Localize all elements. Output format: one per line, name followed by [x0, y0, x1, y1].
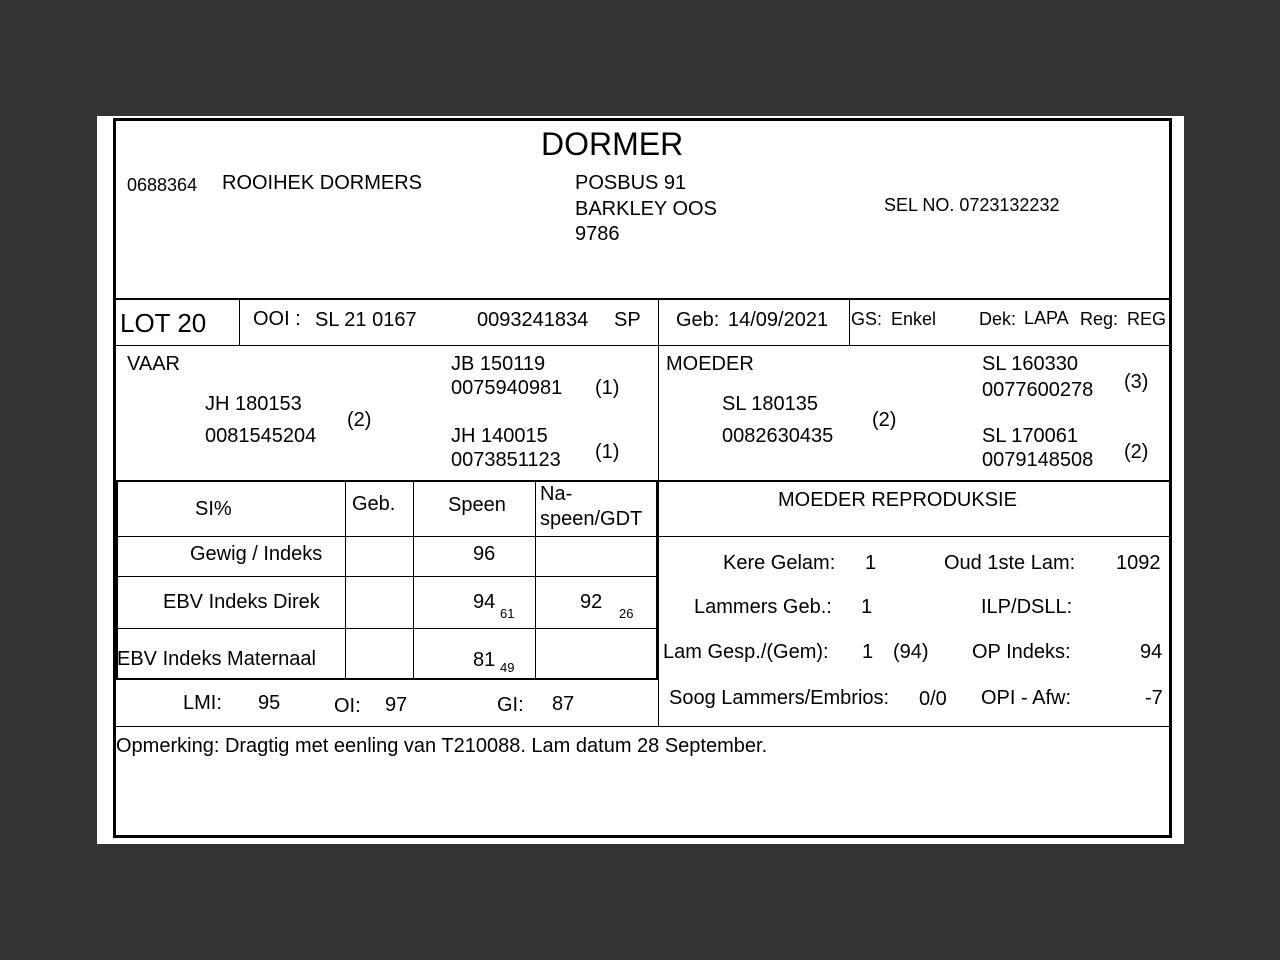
vdiv-speen	[413, 482, 414, 678]
vaar-count: (2)	[347, 409, 372, 431]
moeder-count: (2)	[872, 409, 897, 431]
moeder-sire-count: (3)	[1124, 371, 1149, 393]
vaar-sire-reg: 0075940981	[451, 377, 563, 399]
vaar-sire-count: (1)	[595, 377, 620, 399]
oud-value: 1092	[1116, 552, 1161, 574]
reg-label: Reg:	[1080, 309, 1119, 329]
divider-header	[116, 298, 1172, 300]
ilp-label: ILP/DSLL:	[981, 596, 1073, 618]
moeder-id: SL 180135	[722, 393, 819, 415]
geb-label: Geb:	[676, 309, 720, 331]
gi-value: 87	[552, 693, 575, 715]
breed-title: DORMER	[541, 126, 684, 162]
lot-number: LOT 20	[120, 308, 207, 338]
direk-naspeen-value: 92	[580, 591, 603, 613]
seller-name: ROOIHEK DORMERS	[222, 172, 423, 194]
kere-gelam-value: 1	[865, 552, 877, 574]
vaar-dam-id: JH 140015	[451, 425, 548, 447]
vdiv-naspeen	[535, 482, 536, 678]
reproduction-title: MOEDER REPRODUKSIE	[778, 489, 1017, 511]
moeder-label: MOEDER	[666, 353, 754, 375]
vaar-label: VAAR	[127, 353, 180, 375]
vaar-dam-reg: 0073851123	[451, 449, 561, 471]
soog-label: Soog Lammers/Embrios:	[669, 687, 890, 709]
cell-number: SEL NO. 0723132232	[884, 195, 1060, 215]
geb-header: Geb.	[352, 493, 396, 515]
vdiv-center	[658, 299, 659, 727]
moeder-sire-reg: 0077600278	[982, 379, 1094, 401]
gs-value: Enkel	[891, 309, 937, 329]
moeder-dam-count: (2)	[1124, 441, 1149, 463]
opi-value: -7	[1145, 687, 1163, 709]
maternaal-speen-value: 81	[473, 649, 496, 671]
row-label-gewig: Gewig / Indeks	[190, 543, 323, 565]
ooi-label: OOI :	[253, 308, 301, 330]
ooi-grade: SP	[614, 309, 641, 331]
maternaal-speen-accuracy: 49	[500, 660, 515, 675]
seller-code: 0688364	[127, 175, 198, 195]
divider-lot-row	[116, 345, 1172, 346]
address-line-2: BARKLEY OOS	[575, 198, 717, 220]
vaar-id: JH 180153	[205, 393, 302, 415]
divider-row3	[116, 678, 658, 680]
moeder-sire-id: SL 160330	[982, 353, 1079, 375]
vdiv-perf-right	[656, 482, 658, 680]
ooi-reg-number: 0093241834	[477, 309, 589, 331]
vaar-sire-id: JB 150119	[451, 353, 546, 375]
op-indeks-label: OP Indeks:	[972, 641, 1071, 663]
address-line-1: POSBUS 91	[575, 172, 687, 194]
naspeen-header-line1: Na-	[540, 483, 573, 505]
reg-value: REG	[1127, 309, 1167, 329]
lammers-geb-value: 1	[861, 596, 873, 618]
kere-gelam-label: Kere Gelam:	[723, 552, 836, 574]
direk-naspeen-accuracy: 26	[619, 606, 634, 621]
row-label-ebv-maternaal: EBV Indeks Maternaal	[117, 648, 316, 670]
divider-perf-header	[116, 536, 1172, 537]
gi-label: GI:	[497, 694, 524, 716]
gs-label: GS:	[851, 309, 883, 329]
soog-value: 0/0	[919, 688, 947, 710]
naspeen-header-line2: speen/GDT	[540, 508, 643, 530]
lmi-label: LMI:	[183, 692, 222, 714]
vdiv-lot	[239, 299, 240, 345]
dek-value: LAPA	[1024, 308, 1069, 328]
footer-clipped-red-text	[168, 839, 1128, 844]
opi-label: OPI - Afw:	[981, 687, 1072, 709]
divider-pedigree	[116, 480, 1172, 482]
lam-gesp-label: Lam Gesp./(Gem):	[663, 641, 829, 663]
row-label-ebv-direk: EBV Indeks Direk	[163, 591, 320, 613]
moeder-dam-reg: 0079148508	[982, 449, 1094, 471]
oud-label: Oud 1ste Lam:	[944, 552, 1076, 574]
direk-speen-value: 94	[473, 591, 496, 613]
lam-gem-value: (94)	[893, 641, 929, 663]
address-line-3: 9786	[575, 223, 620, 245]
divider-row2	[116, 628, 658, 629]
lot-card	[113, 118, 1172, 838]
lam-gesp-value: 1	[862, 641, 874, 663]
divider-row1	[116, 576, 658, 577]
moeder-reg: 0082630435	[722, 425, 834, 447]
direk-speen-accuracy: 61	[500, 606, 515, 621]
divider-indexes	[116, 726, 1172, 727]
speen-header: Speen	[448, 494, 506, 516]
remark	[116, 736, 767, 756]
ooi-id: SL 21 0167	[315, 309, 417, 331]
vdiv-geb	[345, 482, 346, 678]
dek-label: Dek:	[979, 309, 1017, 329]
vaar-dam-count: (1)	[595, 441, 620, 463]
lammers-geb-label: Lammers Geb.:	[694, 596, 832, 618]
geb-date: 14/09/2021	[728, 309, 829, 331]
remark-text: Dragtig met eenling van T210088. Lam datum 28 September.	[224, 735, 768, 757]
remark-label: Opmerking:	[116, 735, 220, 757]
vdiv-gs	[849, 299, 850, 345]
op-indeks-value: 94	[1140, 641, 1163, 663]
lmi-value: 95	[258, 692, 281, 714]
oi-label: OI:	[334, 695, 361, 717]
oi-value: 97	[385, 694, 408, 716]
vaar-reg: 0081545204	[205, 425, 317, 447]
gewig-speen-value: 96	[473, 543, 496, 565]
moeder-dam-id: SL 170061	[982, 425, 1079, 447]
si-header: SI%	[195, 498, 232, 520]
